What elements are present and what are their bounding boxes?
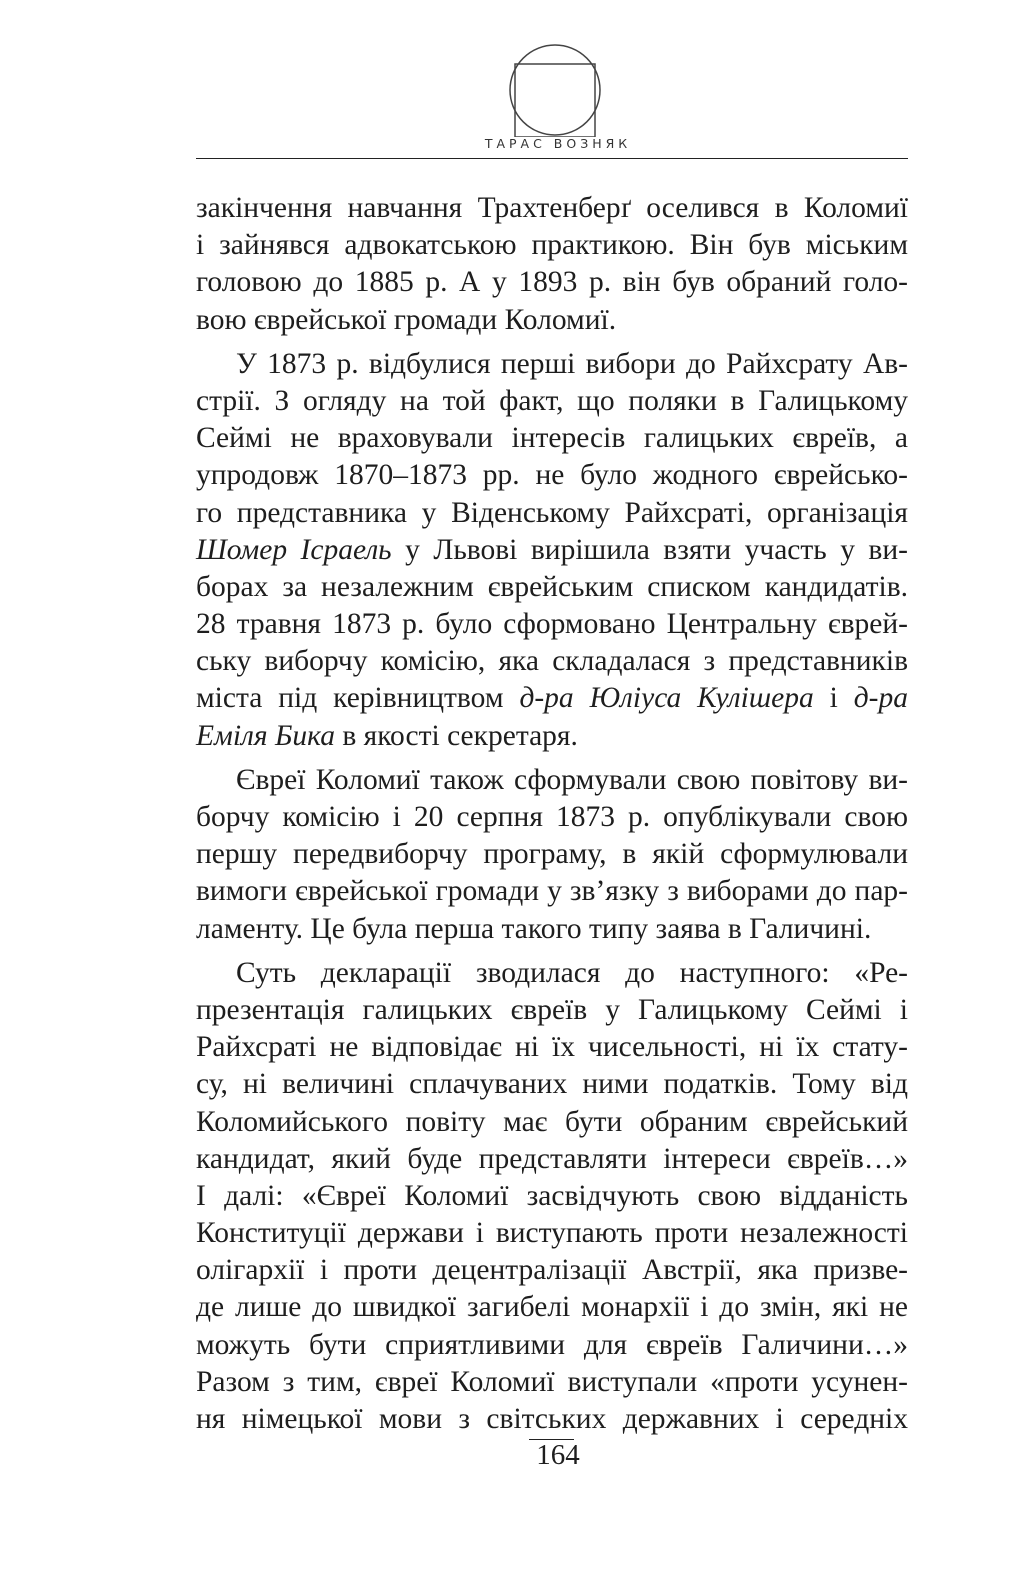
text-line: борах за незалежним єврейським списком кандидатів.	[196, 570, 908, 603]
text-line: ня німецької мови з світських державних і середніх	[196, 1403, 908, 1435]
text-segment: міста під керівництвом	[196, 682, 520, 715]
text-line: су, ні величині сплачуваних ними податків. Тому від	[196, 1068, 908, 1101]
text-line: Євреї Коломиї також сформували свою повітову ви-	[236, 763, 908, 796]
italic-name: д-ра Юліуса Кулішера	[519, 682, 814, 715]
text-line: У 1873 р. відбулися перші вибори до Райхсрату Ав-	[236, 347, 908, 380]
page-number: 164	[536, 1439, 580, 1471]
text-line: вою єврейської громади Коломиї.	[196, 303, 617, 336]
text-segment: в якості секретаря.	[334, 719, 578, 752]
text-line: де лише до швидкої загибелі монархії і до змін, які не	[196, 1291, 908, 1324]
italic-name: Шомер Ісраель	[196, 533, 392, 566]
text-line: і зайнявся адвокатською практикою. Він був міським	[196, 229, 908, 262]
text-line: Разом з тим, євреї Коломиї виступали «проти усунен-	[196, 1365, 908, 1398]
text-line: презентація галицьких євреїв у Галицькому Сеймі і	[196, 993, 908, 1026]
text-line: Суть декларації зводилася до наступного: «Ре-	[236, 956, 908, 989]
italic-name: д-ра	[853, 682, 908, 715]
text-line: І далі: «Євреї Коломиї засвідчують свою відданість	[196, 1179, 908, 1212]
text-line: закінчення навчання Трахтенберґ оселився в Коломиї	[196, 192, 908, 224]
running-title: ТАРАС ВОЗНЯК	[484, 136, 632, 151]
text-line	[196, 532, 908, 569]
text-line: стрії. З огляду на той факт, що поляки в Галицькому	[196, 384, 908, 417]
text-line: головою до 1885 р. А у 1893 р. він був обраний голо-	[196, 266, 908, 299]
text-line	[196, 680, 908, 717]
text-segment: і	[813, 682, 854, 715]
italic-name: Еміля Бика	[196, 719, 335, 752]
text-line: вимоги єврейської громади у зв’язку з виборами до пар-	[196, 875, 908, 908]
text-line: ламенту. Це була перша такого типу заява в Галичині.	[196, 912, 872, 945]
text-line: Коломийського повіту має бути обраним єврейський	[196, 1105, 908, 1138]
text-line: ську виборчу комісію, яка складалася з представників	[196, 645, 908, 678]
header-rule	[196, 158, 908, 159]
text-line: Райхсраті не відповідає ні їх чисельності, ні їх стату-	[196, 1031, 908, 1064]
text-line: 28 травня 1873 р. було сформовано Центральну єврей-	[196, 608, 908, 641]
text-line: першу передвиборчу програму, в якій сформулювали	[196, 838, 908, 871]
text-line: Сеймі не враховували інтересів галицьких євреїв, а	[196, 422, 908, 455]
text-line: го представника у Віденському Райхсраті, організація	[196, 496, 908, 529]
text-line: борчу комісію і 20 серпня 1873 р. опублікували свою	[196, 801, 908, 833]
body-text	[196, 190, 908, 1438]
text-segment: у Львові вирішила взяти участь у ви-	[391, 533, 908, 566]
text-line	[196, 718, 908, 755]
text-line: Конституції держави і виступають проти незалежності	[196, 1217, 908, 1250]
circle-square-logo-icon	[508, 43, 602, 137]
text-line: кандидат, який буде представляти інтереси євреїв…»	[196, 1142, 908, 1175]
text-line: олігархії і проти децентралізації Австрії, яка призве-	[196, 1254, 908, 1287]
text-line: упродовж 1870–1873 рр. не було жодного єврейсько-	[196, 459, 908, 492]
text-line: можуть бути сприятливими для євреїв Галичини…»	[196, 1328, 908, 1361]
